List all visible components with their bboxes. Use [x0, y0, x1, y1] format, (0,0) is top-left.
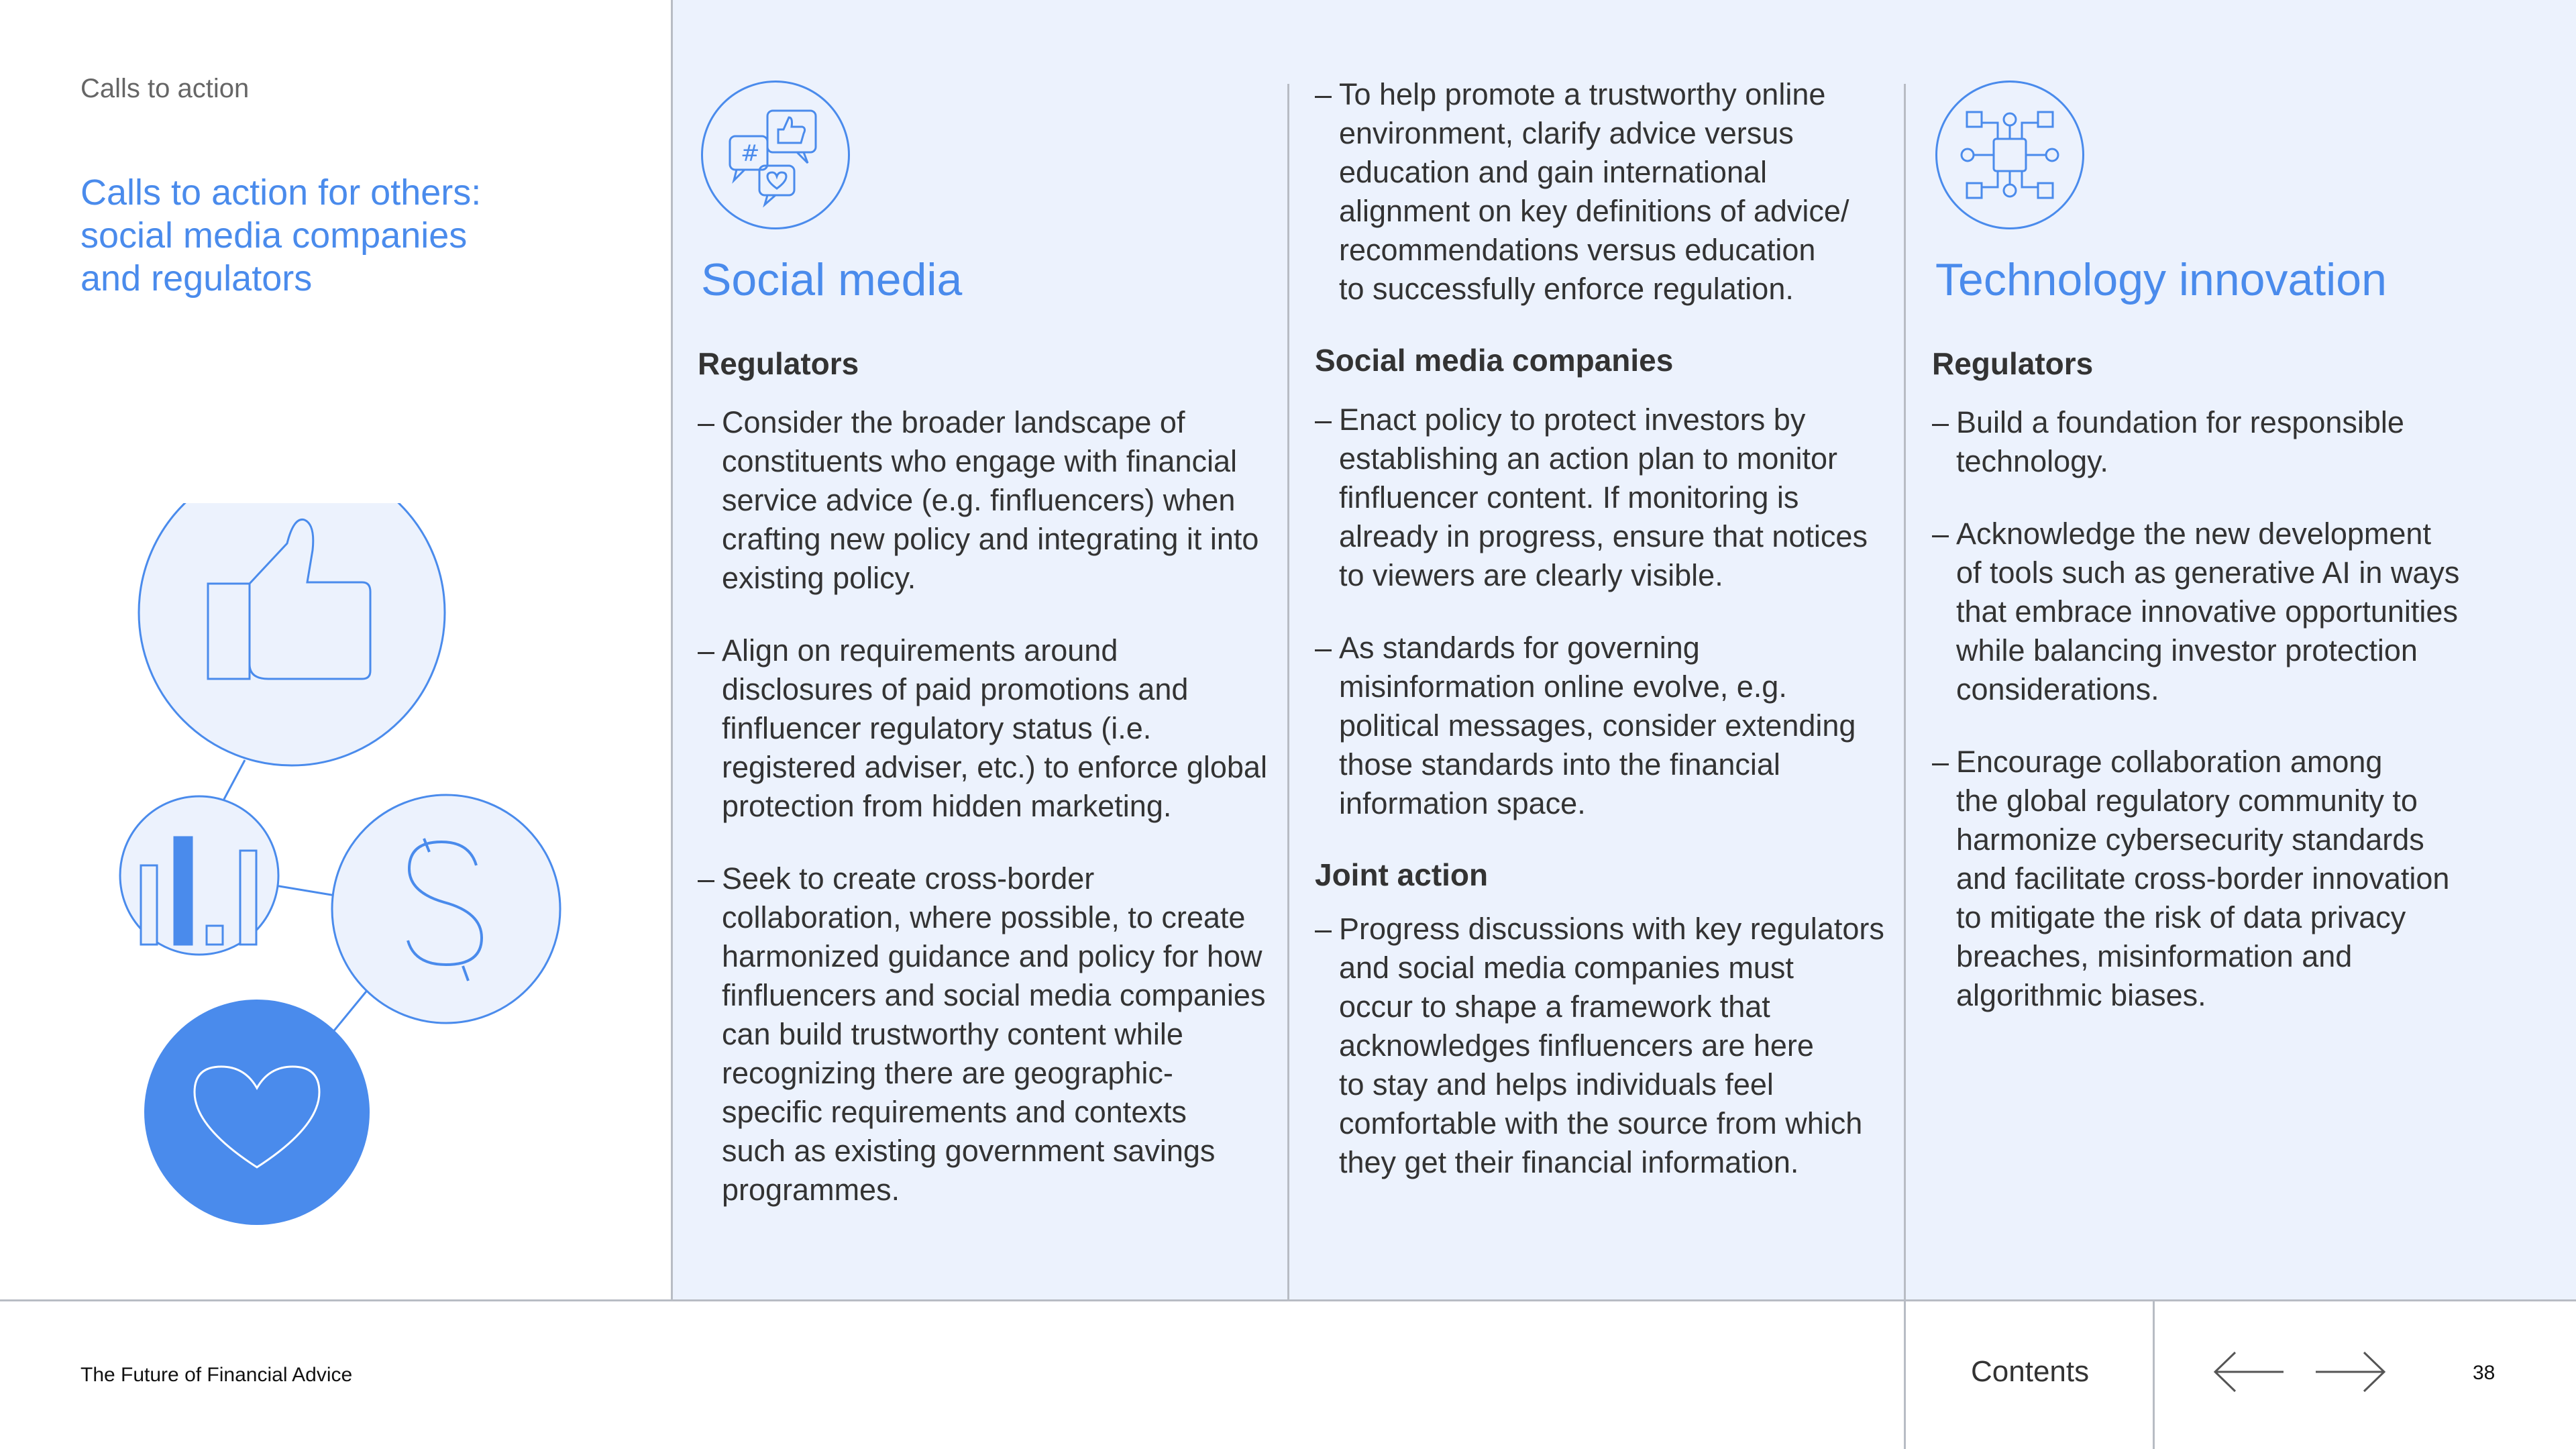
social-media-illustration: [114, 503, 584, 1241]
list-item: – Align on requirements around disclosures of paid promotions and finfluencer regulatory status (i.e. registered adviser, etc.) to enforce global protection from hidden marketing.: [698, 633, 1267, 823]
section-label: Calls to action: [80, 74, 250, 103]
footer-divider-left: [1904, 1300, 1906, 1449]
regulators-subheading: Regulators: [698, 346, 859, 381]
technology-innovation-title: Technology innovation: [1935, 254, 2387, 305]
social-media-regulators-list: [698, 403, 1275, 1243]
list-item: – Seek to create cross-border collaboration, where possible, to create harmonized guidance and policy for how finfluencers and social media companies can build trustworthy content while recognizing there are geographic- specific requirements and contexts such as existing government savings programmes.: [698, 861, 1266, 1207]
social-media-companies-list: [1315, 400, 1892, 857]
bar-chart-icon: [120, 796, 278, 955]
joint-action-list: [1315, 910, 1892, 1216]
page-number: 38: [2473, 1362, 2496, 1384]
list-item: – Acknowledge the new development of tools such as generative AI in ways that embrace innovative opportunities while balancing investor protection considerations.: [1932, 517, 2460, 706]
social-media-title: Social media: [701, 254, 963, 305]
list-item: – To help promote a trustworthy online environment, clarify advice versus education and gain international alignment on key definitions of advice/ recommendations versus education to successfully enforce regulation.: [1315, 77, 1849, 306]
footer-divider: [0, 1299, 2576, 1301]
svg-text:#: #: [741, 140, 760, 167]
dollar-icon: [332, 795, 560, 1023]
arrow-right-icon[interactable]: [2313, 1348, 2387, 1395]
heading-line: and regulators: [80, 258, 313, 299]
column-divider-1: [1287, 84, 1289, 1300]
arrow-left-icon[interactable]: [2212, 1348, 2286, 1395]
middle-intro-list: [1315, 75, 1892, 342]
social-media-chat-icon: [701, 80, 850, 229]
list-item: – As standards for governing misinformation online evolve, e.g. political messages, consider extending those standards into the financial information space.: [1315, 631, 1856, 820]
circuit-chip-icon: [1935, 80, 2084, 229]
heart-icon: [144, 1000, 370, 1225]
list-item: – Consider the broader landscape of constituents who engage with financial service advice (e.g. finfluencers) when crafting new policy and integrating it into existing policy.: [698, 405, 1259, 595]
technology-regulators-subheading: Regulators: [1932, 346, 2094, 381]
panel-divider: [671, 0, 673, 1300]
list-item: – Progress discussions with key regulators and social media companies must occur to shape a framework that acknowledges finfluencers are here to stay and helps individuals feel comfortable with the source from which they get their financial information.: [1315, 912, 1884, 1179]
list-item: – Build a foundation for responsible technology.: [1932, 405, 2404, 478]
contents-link[interactable]: Contents: [1971, 1355, 2090, 1388]
list-item: – Enact policy to protect investors by establishing an action plan to monitor finfluencer content. If monitoring is already in progress, ensure that notices to viewers are clearly visible.: [1315, 402, 1868, 592]
list-item: – Encourage collaboration among the global regulatory community to harmonize cybersecurity standards and facilitate cross-border innovation to mitigate the risk of data privacy breaches, misinformation and algorithmic biases.: [1932, 745, 2450, 1012]
thumbs-up-icon: [139, 503, 445, 765]
page-heading: [80, 171, 550, 300]
technology-regulators-list: [1932, 403, 2536, 1049]
joint-action-subheading: Joint action: [1315, 857, 1489, 892]
heading-line: social media companies: [80, 215, 468, 256]
column-divider-2: [1904, 84, 1906, 1300]
publication-title: The Future of Financial Advice: [80, 1364, 353, 1386]
heading-line: Calls to action for others:: [80, 172, 482, 213]
social-media-companies-subheading: Social media companies: [1315, 343, 1674, 378]
footer-divider-right: [2153, 1300, 2155, 1449]
